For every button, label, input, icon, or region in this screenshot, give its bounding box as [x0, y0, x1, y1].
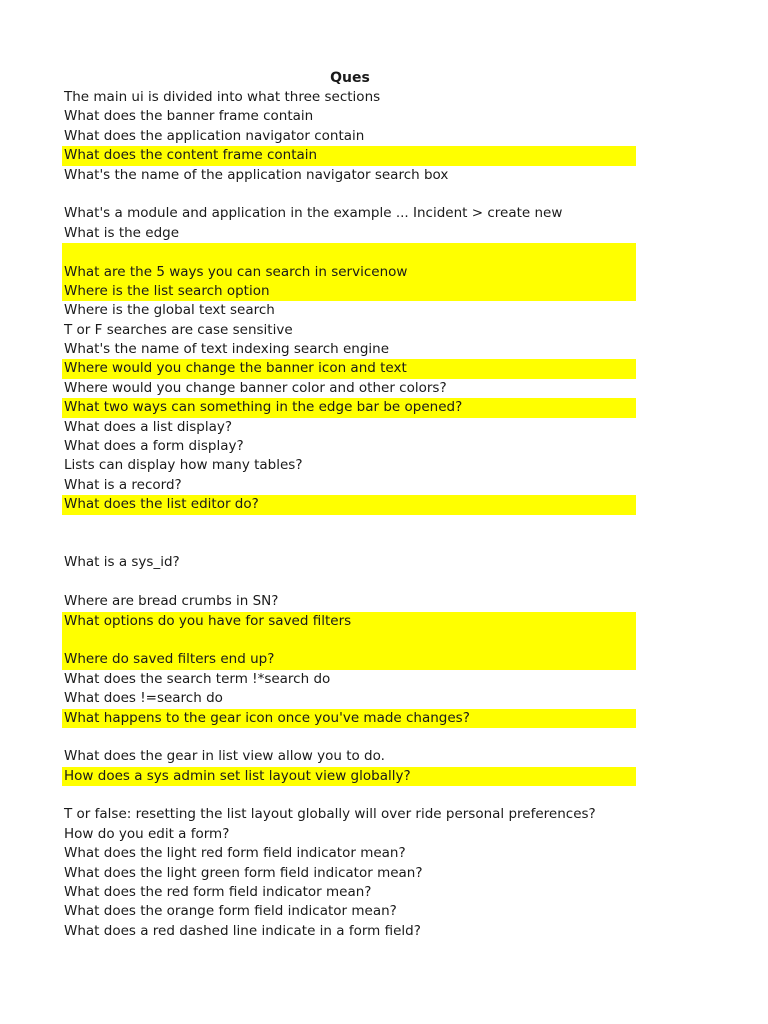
- highlighted-question-row: What options do you have for saved filters: [62, 612, 636, 631]
- question-row: What is a sys_id?: [64, 554, 180, 571]
- question-row: T or false: resetting the list layout globally will over ride personal preferences?: [64, 806, 596, 823]
- question-row: What does a list display?: [64, 418, 233, 435]
- question-row: [62, 185, 636, 204]
- question-row: What does the light red form field indicator mean?: [64, 845, 406, 862]
- question-row: Lists can display how many tables?: [64, 457, 303, 474]
- question-row: What's the name of the application navigator search box: [64, 166, 449, 183]
- question-row: What is a record?: [64, 476, 182, 493]
- question-row: What does the gear in list view allow you to do.: [64, 748, 385, 765]
- highlighted-question-row: Where is the list search option: [62, 282, 636, 301]
- question-row: What does a form display?: [64, 438, 244, 455]
- question-row: What does a red dashed line indicate in a form field?: [64, 922, 421, 939]
- highlighted-question-row: What are the 5 ways you can search in servicenow: [62, 263, 636, 282]
- question-row: What does the red form field indicator mean?: [64, 884, 372, 901]
- question-row: [62, 534, 636, 553]
- highlighted-question-row: What does the list editor do?: [62, 495, 636, 514]
- highlighted-question-row: What does the content frame contain: [62, 146, 636, 165]
- question-row: What does the banner frame contain: [64, 108, 314, 125]
- column-header: Ques: [330, 70, 370, 86]
- highlighted-question-row: How does a sys admin set list layout view globally?: [62, 767, 636, 786]
- question-row: What does !=search do: [64, 690, 223, 707]
- question-row: How do you edit a form?: [64, 825, 230, 842]
- question-row: [62, 728, 636, 747]
- question-row: What does the application navigator contain: [64, 127, 365, 144]
- question-row: What's a module and application in the example ... Incident > create new: [64, 205, 563, 222]
- highlighted-question-row: [62, 631, 636, 650]
- question-row: What is the edge: [64, 224, 180, 241]
- question-row: [62, 786, 636, 805]
- highlighted-question-row: [62, 243, 636, 262]
- question-row: What does the orange form field indicator mean?: [64, 903, 397, 920]
- question-row: Where would you change banner color and other colors?: [64, 379, 447, 396]
- question-row: The main ui is divided into what three sections: [64, 89, 381, 105]
- highlighted-question-row: Where do saved filters end up?: [62, 650, 636, 669]
- question-row: What does the search term !*search do: [64, 670, 331, 687]
- question-list: [62, 88, 636, 941]
- highlighted-question-row: What happens to the gear icon once you've made changes?: [62, 709, 636, 728]
- question-row: [62, 515, 636, 534]
- question-row: Where is the global text search: [64, 302, 275, 319]
- highlighted-question-row: What two ways can something in the edge bar be opened?: [62, 398, 636, 417]
- highlighted-question-row: Where would you change the banner icon and text: [62, 359, 636, 378]
- question-row: T or F searches are case sensitive: [64, 321, 293, 338]
- question-row: What's the name of text indexing search engine: [64, 341, 390, 358]
- question-row: What does the light green form field indicator mean?: [64, 864, 423, 881]
- question-row: [62, 573, 636, 592]
- question-row: Where are bread crumbs in SN?: [64, 593, 279, 610]
